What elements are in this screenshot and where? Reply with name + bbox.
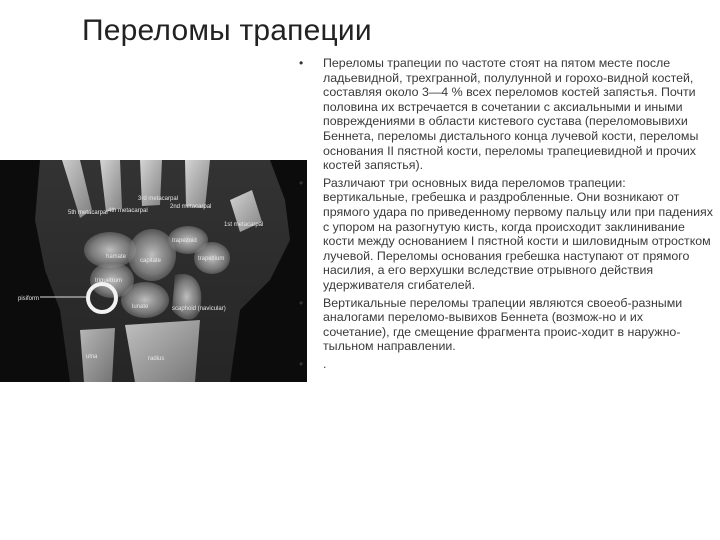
bullet-text: Различают три основных вида переломов трапеции: вертикальные, гребешка и раздробленные. Они возникают от прямого удара по приведенному первому пальцу или при падениях с упором на разогнутую кисть, когда происходит заклинивание кости между основанием I пястной кости и шиловидным отростком лучевой. Переломы основания гребешка наступают от прямого насилия, а его верхушки вследствие отрывного действия удерживателя сгибателей. <box>323 175 713 292</box>
label-pisiform: pisiform <box>18 296 40 302</box>
bullet-text: Вертикальные переломы трапеции являются своеоб-разными аналогами переломо-вывихов Беннета (возмож-но и их сочетание), где смещение фрагмента проис-ходит в наружно-тыльном направлении. <box>323 295 683 354</box>
bullet-dot: • <box>299 56 304 70</box>
bullet-text: Переломы трапеции по частоте стоят на пятом месте после ладьевидной, трехгранной, полулунной и горохо-видной костей, составляя около 3—4 % всех переломов костей запястья. Почти половина их встречается в сочетании с аксиальными и иными повреждениями в области кистевого сустава (переломовывихи Беннета, переломы дистального конца лучевой кости, переломы основания II пястной кости, переломы трапециевидной и прочих костей запястья). <box>323 56 699 173</box>
slide-title: Переломы трапеции <box>82 14 372 47</box>
bullet-item <box>293 357 713 372</box>
wrist-xray-svg <box>0 160 307 382</box>
label-ulna: ulna <box>86 354 98 360</box>
wrist-xray-image <box>0 160 307 382</box>
label-radius: radius <box>148 356 165 362</box>
lunate-bone <box>121 282 169 318</box>
bullet-text: . <box>323 356 327 371</box>
bullet-dot: • <box>299 356 304 371</box>
label-second-metacarpal: 2nd metacarpal <box>170 204 212 210</box>
bullet-dot: • <box>299 175 304 190</box>
bullet-dot: • <box>299 295 304 310</box>
label-first-metacarpal: 1st metacarpal <box>224 222 264 228</box>
label-triquetrum: triquetrum <box>95 278 123 284</box>
label-trapezoid: trapezoid <box>172 238 197 244</box>
label-lunate: lunate <box>132 304 149 310</box>
label-capitate: capitate <box>140 258 162 264</box>
bullet-item <box>293 176 713 293</box>
label-fourth-metacarpal: 4th metacarpal <box>108 208 148 214</box>
label-scaphoid: scaphoid (navicular) <box>172 306 226 312</box>
bullet-list <box>293 56 713 374</box>
label-trapezium: trapezium <box>198 256 225 262</box>
bullet-item <box>293 296 713 354</box>
label-third-metacarpal: 3rd metacarpal <box>138 196 179 202</box>
label-hamate: hamate <box>106 254 127 260</box>
bullet-item <box>293 56 713 173</box>
label-fifth-metacarpal: 5th metacarpal <box>68 210 108 216</box>
radius-bone <box>125 320 200 382</box>
